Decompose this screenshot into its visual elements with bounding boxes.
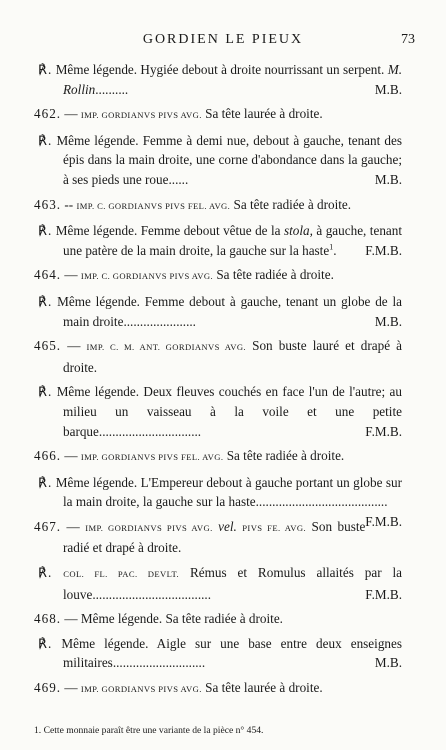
- entry-468: 468. — Même légende. Sa tête radiée à droite.: [34, 611, 283, 627]
- running-title: GORDIEN LE PIEUX: [142, 32, 304, 47]
- entry-467: 467. — IMP. GORDIANVS PIVS AVG. vel. PIVS FE. AVG. Son buste radié et drapé à droite.: [34, 518, 366, 556]
- entry-462: 462. — IMP. GORDIANVS PIVS AVG. Sa tête laurée à droite.: [34, 106, 323, 122]
- page-header: [0, 30, 446, 50]
- entry-463-reverse: ℟. Même légende. Femme debout vêtue de la stola, à gauche, tenant une patère de la main droite, la gauche sur la haste$^1$. F.M.B.: [38, 223, 403, 258]
- entry-462-reverse: ℟. Même légende. Femme à demi nue, debout à gauche, tenant des épis dans la main droite, une corne d'abondance dans la gauche; à ses pieds une roue...... M.B.: [38, 132, 402, 187]
- entry-464: 464. — IMP. C. GORDIANVS PIVS AVG. Sa tête radiée à droite.: [34, 267, 334, 283]
- entry-464-reverse: ℟. Même légende. Femme debout à gauche, tenant un globe de la main droite...................... M.B.: [38, 293, 402, 329]
- entry-465: 465. — IMP. C. M. ANT. GORDIANVS AVG. Son buste lauré et drapé à droite.: [34, 338, 403, 375]
- entry-468-reverse: ℟. Même légende. Aigle sur une base entre deux enseignes militaires............................ M.B.: [38, 635, 402, 671]
- entry-463: 463. -- IMP. C. GORDIANVS PIVS FEL. AVG. Sa tête radiée à droite.: [34, 196, 352, 212]
- entry-466: 466. — IMP. GORDIANVS PIVS FEL. AVG. Sa tête radiée à droite.: [34, 448, 345, 464]
- entry-467-reverse: ℟. COL. FL. PAC. DEVLT. Rémus et Romulus allaités par la louve.................................... F.M.B.: [38, 565, 403, 602]
- entry-465-reverse: ℟. Même légende. Deux fleuves couchés en face l'un de l'autre; au milieu un vaisseau à la voile et une petite barque............................... F.M.B.: [38, 384, 403, 439]
- entry-461-reverse: ℟. Même légende. Hygiée debout à droite nourrissant un serpent. M. Rollin.......... M.B.: [38, 62, 403, 97]
- page-number: 73: [401, 32, 415, 47]
- catalogue-entries: [34, 60, 402, 705]
- entry-469: 469. — IMP. GORDIANVS PIVS AVG. Sa tête laurée à droite.: [34, 680, 323, 696]
- footnote-marker: 1: [329, 242, 334, 252]
- entry-466-reverse: ℟. Même légende. L'Empereur debout à gauche portant un globe sur la main droite, la gauche sur la haste........................................ F.M.B.: [38, 474, 402, 529]
- footnote: 1. Cette monnaie paraît être une variante de la pièce n° 454.: [34, 725, 264, 736]
